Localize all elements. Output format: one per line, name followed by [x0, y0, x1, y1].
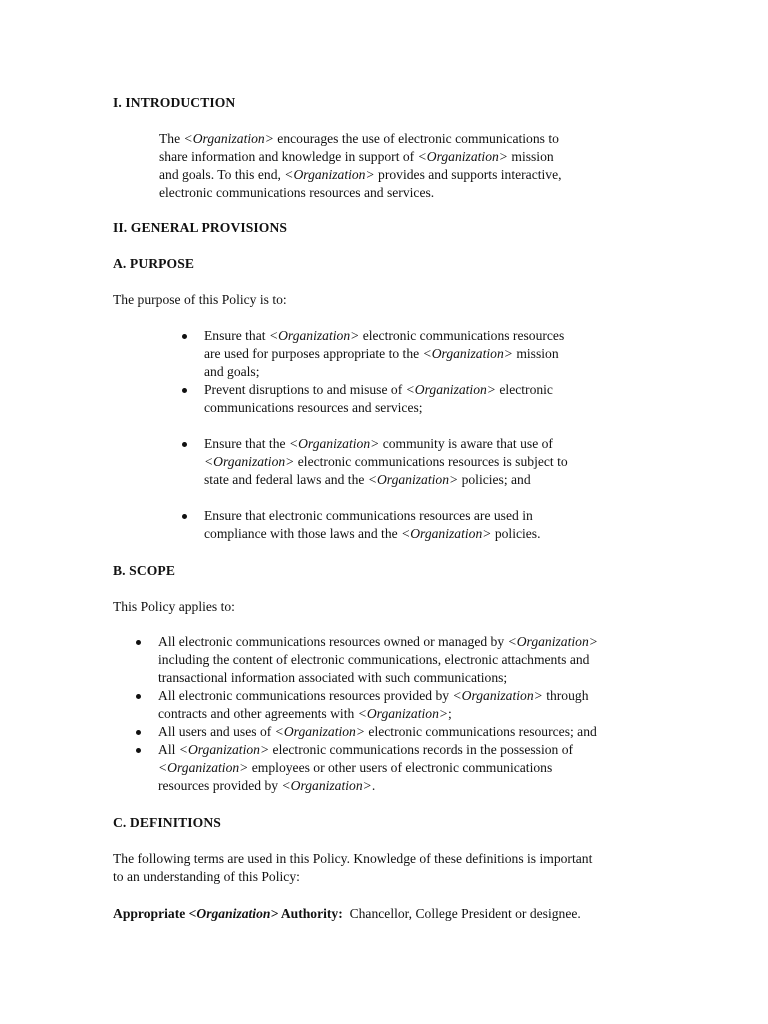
scope-bullet-item-line [158, 705, 598, 723]
organization-placeholder: <Organization> [452, 688, 543, 703]
text-run: compliance with those laws and the [204, 526, 402, 541]
scope-lead-text: This Policy applies to: [113, 599, 235, 614]
scope-bullet-item-line [158, 669, 598, 687]
scope-bullet-item-line [158, 651, 598, 669]
text-run: mission [512, 346, 559, 361]
purpose-bullet-item [204, 327, 568, 381]
section-heading-introduction: I. INTRODUCTION [113, 95, 236, 110]
introduction-line [159, 184, 562, 202]
organization-placeholder: <Organization> [422, 346, 513, 361]
bullet-icon [136, 730, 141, 735]
text-run: . [371, 778, 376, 793]
text-run: The [159, 131, 184, 146]
text-run: All electronic communications resources owned or managed by [158, 634, 508, 649]
bullet-icon [182, 334, 187, 339]
text-run: state and federal laws and the [204, 472, 368, 487]
definitions-lead-line [113, 868, 592, 886]
definition-entry [113, 905, 581, 923]
text-run: encourages the use of electronic communications to [273, 131, 559, 146]
purpose-bullet-item-line [204, 381, 568, 399]
section-heading-purpose: A. PURPOSE [113, 256, 195, 271]
introduction-line [159, 130, 562, 148]
organization-placeholder: <Organization> [284, 167, 375, 182]
text-run: are used for purposes appropriate to the [204, 346, 423, 361]
scope-bullet-item-line [158, 741, 598, 759]
text-run: resources provided by [158, 778, 282, 793]
definitions-lead-paragraph [113, 850, 592, 886]
purpose-bullet-item-line [204, 525, 568, 543]
scope-bullet-item-line [158, 687, 598, 705]
text-run: electronic communications resources and services. [159, 185, 435, 200]
purpose-bullet-item [204, 507, 568, 543]
definition-term-prefix: Appropriate [113, 906, 189, 921]
introduction-line [159, 148, 562, 166]
scope-bullet-item-line [158, 777, 598, 795]
definition-text: Chancellor, College President or designee. [349, 906, 581, 921]
organization-placeholder: <Organization> [274, 724, 366, 739]
organization-placeholder: <Organization> [401, 526, 492, 541]
text-run: employees or other users of electronic communications [248, 760, 553, 775]
bullet-icon [182, 388, 187, 393]
scope-bullet-list [158, 633, 598, 795]
organization-placeholder: <Organization> [405, 382, 496, 397]
purpose-bullet-item-line [204, 399, 568, 417]
scope-bullet-item [158, 741, 598, 795]
organization-placeholder: <Organization> [288, 436, 380, 451]
text-run: and goals; [204, 364, 260, 379]
purpose-bullet-item-line [204, 345, 568, 363]
definition-term-organization: <Organization> [188, 906, 279, 921]
text-run: Ensure that [204, 328, 269, 343]
organization-placeholder: <Organization> [268, 328, 360, 343]
organization-placeholder: <Organization> [158, 760, 249, 775]
text-run: Ensure that electronic communications resources are used in [204, 508, 533, 523]
purpose-bullet-item-line [204, 471, 568, 489]
bullet-icon [136, 640, 141, 645]
scope-bullet-item [158, 687, 598, 723]
bullet-icon [136, 748, 141, 753]
introduction-paragraph [159, 130, 562, 202]
text-run: electronic communications resources; and [365, 724, 597, 739]
text-run: All electronic communications resources provided by [158, 688, 453, 703]
text-run: All [158, 742, 179, 757]
text-run: transactional information associated with such communications; [158, 670, 508, 685]
text-run: electronic communications resources is subject to [294, 454, 568, 469]
section-heading-general-provisions: II. GENERAL PROVISIONS [113, 220, 288, 235]
text-run: All users and uses of [158, 724, 275, 739]
text-run: through [542, 688, 589, 703]
scope-bullet-item [158, 723, 598, 741]
organization-placeholder: <Organization> [183, 131, 274, 146]
text-run: communications resources and services; [204, 400, 423, 415]
text-run: contracts and other agreements with [158, 706, 358, 721]
text-run: community is aware that use of [379, 436, 553, 451]
organization-placeholder: <Organization> [507, 634, 598, 649]
text-run: including the content of electronic communications, electronic attachments and [158, 652, 590, 667]
definitions-lead-line [113, 850, 592, 868]
scope-bullet-item-line [158, 633, 598, 651]
organization-placeholder: <Organization> [417, 149, 508, 164]
bullet-icon [182, 514, 187, 519]
scope-bullet-item-line [158, 723, 598, 741]
purpose-bullet-item [204, 381, 568, 417]
purpose-bullet-item-line [204, 453, 568, 471]
scope-bullet-item [158, 633, 598, 687]
text-run: mission [507, 149, 554, 164]
definition-term [113, 906, 343, 921]
text-run: ; [448, 706, 452, 721]
organization-placeholder: <Organization> [281, 778, 372, 793]
organization-placeholder: <Organization> [357, 706, 449, 721]
organization-placeholder: <Organization> [204, 454, 295, 469]
text-run: provides and supports interactive, [374, 167, 562, 182]
purpose-bullet-list [204, 327, 568, 543]
purpose-bullet-item-line [204, 507, 568, 525]
text-run: share information and knowledge in support of [159, 149, 418, 164]
text-run: Ensure that the [204, 436, 289, 451]
text-run: policies; and [458, 472, 531, 487]
organization-placeholder: <Organization> [178, 742, 270, 757]
purpose-bullet-item-line [204, 363, 568, 381]
definition-term-suffix: Authority: [278, 906, 343, 921]
text-run: electronic communications resources [359, 328, 565, 343]
text-run: to an understanding of this Policy: [113, 869, 300, 884]
text-run: and goals. To this end, [159, 167, 285, 182]
purpose-bullet-item-line [204, 435, 568, 453]
bullet-icon [136, 694, 141, 699]
text-run: Prevent disruptions to and misuse of [204, 382, 406, 397]
purpose-bullet-item-line [204, 327, 568, 345]
purpose-lead-text: The purpose of this Policy is to: [113, 292, 287, 307]
text-run: The following terms are used in this Policy. Knowledge of these definitions is important [113, 851, 593, 866]
introduction-line [159, 166, 562, 184]
scope-bullet-item-line [158, 759, 598, 777]
purpose-bullet-item [204, 435, 568, 489]
text-run: electronic [495, 382, 553, 397]
organization-placeholder: <Organization> [367, 472, 459, 487]
text-run: electronic communications records in the possession of [269, 742, 574, 757]
section-heading-definitions: C. DEFINITIONS [113, 815, 221, 830]
bullet-icon [182, 442, 187, 447]
text-run: policies. [491, 526, 541, 541]
section-heading-scope: B. SCOPE [113, 563, 175, 578]
